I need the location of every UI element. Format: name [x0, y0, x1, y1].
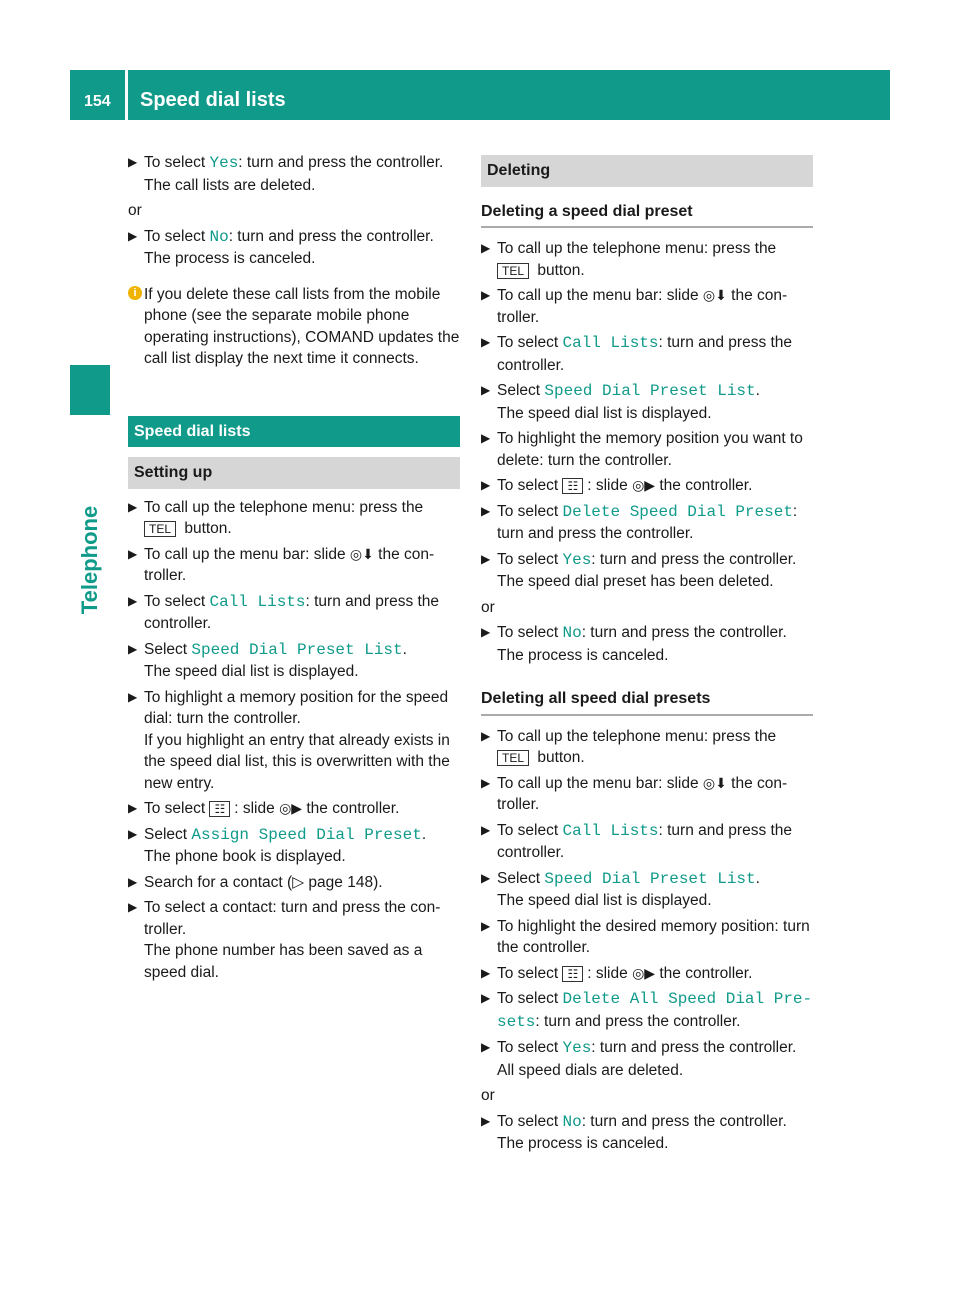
step: [128, 639, 460, 683]
side-tab: [70, 365, 110, 415]
or-text: or: [481, 598, 495, 616]
step-arrow-icon: ▶: [481, 241, 491, 255]
step: [128, 497, 460, 540]
step-arrow-icon: ▶: [481, 870, 491, 885]
step: [481, 549, 813, 593]
tel-key-icon: TEL: [497, 750, 529, 766]
step: [128, 824, 460, 868]
step-text: : turn and press the controller.: [497, 334, 793, 374]
tel-key-icon: TEL: [497, 263, 529, 279]
step: [481, 916, 813, 959]
step-text: To select: [497, 550, 563, 568]
step-arrow-icon: ▶: [481, 918, 491, 933]
step-arrow-icon: ▶: [128, 228, 138, 243]
left-column: [128, 152, 460, 987]
step-text: button.: [533, 749, 585, 766]
step: [481, 1111, 813, 1155]
step-text: : slide: [587, 964, 633, 982]
step-text: : turn and press the controller.: [238, 154, 444, 171]
step-text: : turn and press the controller.: [144, 592, 440, 632]
page-title: Speed dial lists: [140, 89, 286, 111]
step-text: button.: [533, 261, 585, 279]
step-text: Select: [144, 825, 192, 843]
step-result: The process is canceled.: [144, 250, 316, 267]
step-text: button.: [180, 520, 232, 537]
step-arrow-icon: ▶: [481, 775, 491, 790]
info-text: If you delete these call lists from the mobile phone (see the separate mobile phone operating instructions), COMAND updates the call list display the next time it connects.: [144, 285, 460, 367]
step-text: : turn and press the controller.: [581, 1112, 787, 1130]
step-arrow-icon: ▶: [481, 965, 491, 980]
step: [128, 226, 460, 270]
step-arrow-icon: ▶: [481, 991, 491, 1005]
menu-item: No: [562, 1112, 582, 1131]
or-text: or: [481, 1087, 495, 1104]
menu-item: Speed Dial Preset List: [191, 640, 403, 659]
step-text: To call up the telephone menu: press the: [144, 498, 424, 516]
step-text: To select: [497, 624, 563, 641]
step-result: The process is canceled.: [497, 1135, 669, 1152]
step-text: Select: [497, 869, 545, 887]
step-text: Search for a contact (: [144, 873, 293, 891]
step: [128, 798, 460, 820]
step-text: the con- troller.: [144, 545, 435, 584]
info-note: [128, 284, 460, 370]
section-title: Speed dial lists: [128, 416, 460, 448]
step-arrow-icon: ▶: [128, 499, 138, 514]
menu-item: Call Lists: [562, 821, 659, 840]
step: [128, 872, 460, 894]
step-text: To highlight the desired memory position: turn the controller.: [497, 917, 810, 956]
subheading: Deleting all speed dial presets: [481, 684, 813, 716]
step-text: : turn and press the controller.: [497, 821, 793, 861]
step-text: the con- troller.: [497, 774, 788, 813]
step-result: The speed dial list is displayed.: [497, 404, 712, 422]
menu-item: Delete Speed Dial Preset: [562, 502, 793, 521]
subheading: Deleting a speed dial preset: [481, 197, 813, 229]
step-result: The call lists are deleted.: [144, 176, 316, 194]
slide-right-icon: ◎▶: [279, 800, 303, 816]
step: [481, 501, 813, 545]
step-text: the con- troller.: [497, 287, 788, 326]
menu-item: Speed Dial Preset List: [544, 382, 756, 400]
step-arrow-icon: ▶: [481, 288, 491, 302]
step-text: To select: [497, 334, 563, 351]
step-text: .: [755, 382, 760, 399]
step-result: All speed dials are deleted.: [497, 1061, 684, 1079]
menu-item: Yes: [562, 550, 592, 569]
slide-right-icon: ◎▶: [632, 477, 656, 493]
phonebook-icon: ☷: [209, 801, 230, 817]
step-text: : turn and press the controller.: [228, 227, 434, 245]
slide-down-icon: ◎⬇: [702, 287, 727, 303]
step-text: : turn and press the controller.: [581, 624, 787, 641]
step-text: To select: [497, 477, 563, 494]
step-arrow-icon: ▶: [481, 1113, 491, 1128]
menu-item: Call Lists: [562, 334, 659, 352]
step-text: To select: [497, 502, 563, 520]
step-text: : turn and press the controller.: [535, 1012, 741, 1030]
step-text: the controller.: [655, 964, 753, 982]
step-arrow-icon: ▶: [481, 383, 491, 397]
step-arrow-icon: ▶: [128, 641, 138, 656]
step-text: Select: [144, 640, 192, 658]
side-label: Telephone: [77, 505, 102, 615]
step: [481, 1037, 813, 1081]
step-arrow-icon: ▶: [128, 874, 138, 889]
step: [128, 544, 460, 587]
slide-down-icon: ◎⬇: [349, 545, 374, 562]
step-result: The speed dial list is displayed.: [144, 663, 359, 680]
step: [128, 687, 460, 795]
step-text: To call up the menu bar: slide: [497, 774, 703, 792]
menu-item: Yes: [209, 154, 239, 172]
step-text: : slide: [234, 800, 280, 817]
step-arrow-icon: ▶: [481, 625, 491, 639]
step-text: the controller.: [655, 477, 753, 494]
step-arrow-icon: ▶: [481, 503, 491, 518]
step-arrow-icon: ▶: [481, 551, 491, 566]
step-text: To select: [497, 1039, 563, 1056]
step-text: : turn and press the controller.: [497, 502, 798, 542]
step-arrow-icon: ▶: [128, 900, 138, 914]
menu-item: Assign Speed Dial Preset: [191, 825, 422, 844]
right-column: [481, 155, 813, 1159]
header-divider: [125, 70, 128, 120]
phonebook-icon: ☷: [562, 966, 583, 982]
step-text: To call up the telephone menu: press the: [497, 727, 777, 745]
step-result: If you highlight an entry that already exists in the speed dial list, this is overwritten with the new entry.: [144, 731, 450, 792]
step: [481, 963, 813, 985]
menu-item: Yes: [562, 1039, 592, 1057]
step: [481, 820, 813, 864]
step-text: To highlight a memory position for the speed dial: turn the controller.: [144, 688, 449, 727]
step: [481, 428, 813, 471]
step: [481, 622, 813, 666]
step-text: To select: [497, 964, 563, 982]
step-arrow-icon: ▶: [128, 155, 138, 169]
page-reference[interactable]: ▷ page 148).: [292, 873, 383, 891]
step-text: To select: [144, 800, 210, 817]
step-arrow-icon: ▶: [128, 593, 138, 608]
step: [481, 868, 813, 912]
step-arrow-icon: ▶: [481, 335, 491, 349]
step: [128, 152, 460, 196]
step: [128, 591, 460, 635]
step-result: The speed dial preset has been deleted.: [497, 573, 774, 590]
step-arrow-icon: ▶: [128, 689, 138, 704]
subsection-title: Setting up: [128, 457, 460, 489]
slide-right-icon: ◎▶: [632, 964, 656, 981]
subsection-title: Deleting: [481, 155, 813, 187]
step-text: Select: [497, 382, 545, 399]
step-arrow-icon: ▶: [481, 822, 491, 837]
step-text: .: [402, 640, 407, 658]
or-text: or: [128, 202, 142, 219]
step-arrow-icon: ▶: [481, 728, 491, 743]
step-result: The phone number has been saved as a speed dial.: [144, 942, 423, 981]
step-result: The process is canceled.: [497, 646, 669, 664]
step-arrow-icon: ▶: [481, 478, 491, 492]
step-text: .: [421, 825, 427, 843]
step: [481, 285, 813, 328]
step: [481, 475, 813, 497]
menu-item: No: [562, 624, 582, 642]
step: [481, 726, 813, 769]
step-text: To call up the menu bar: slide: [497, 287, 703, 304]
step-arrow-icon: ▶: [128, 826, 138, 841]
menu-item: Delete All Speed Dial Pre‐ sets: [497, 990, 813, 1031]
step: [128, 897, 460, 983]
step: [481, 380, 813, 424]
step: [481, 988, 813, 1033]
tel-key-icon: TEL: [144, 521, 176, 537]
step-text: To select: [497, 1112, 563, 1130]
menu-item: No: [209, 227, 229, 246]
step-text: : slide: [587, 477, 633, 494]
step-arrow-icon: ▶: [128, 801, 138, 815]
step-arrow-icon: ▶: [128, 546, 138, 561]
step-text: To select: [144, 154, 210, 171]
step-result: The phone book is displayed.: [144, 848, 346, 865]
menu-item: Call Lists: [209, 592, 306, 611]
step-text: To call up the telephone menu: press the: [497, 240, 777, 257]
info-icon: i: [128, 286, 142, 300]
step-text: To select a contact: turn and press the con- troller.: [144, 899, 441, 938]
step-text: the controller.: [302, 800, 400, 817]
step-text: To select: [144, 227, 210, 245]
step-text: To select: [497, 990, 563, 1007]
slide-down-icon: ◎⬇: [702, 774, 727, 791]
phonebook-icon: ☷: [562, 478, 583, 494]
step: [481, 773, 813, 816]
page-number: 154: [84, 93, 111, 110]
step-text: To call up the menu bar: slide: [144, 545, 350, 563]
step-text: To select: [497, 821, 563, 839]
step-text: : turn and press the controller.: [591, 550, 797, 568]
step-result: The speed dial list is displayed.: [497, 892, 712, 909]
step-text: To highlight the memory position you want to delete: turn the controller.: [497, 430, 803, 469]
step-text: .: [755, 869, 760, 887]
step-text: To select: [144, 592, 210, 610]
step-arrow-icon: ▶: [481, 431, 491, 445]
step-arrow-icon: ▶: [481, 1040, 491, 1054]
step: [481, 238, 813, 281]
step-text: : turn and press the controller.: [591, 1039, 797, 1056]
step: [481, 332, 813, 376]
menu-item: Speed Dial Preset List: [544, 869, 756, 888]
